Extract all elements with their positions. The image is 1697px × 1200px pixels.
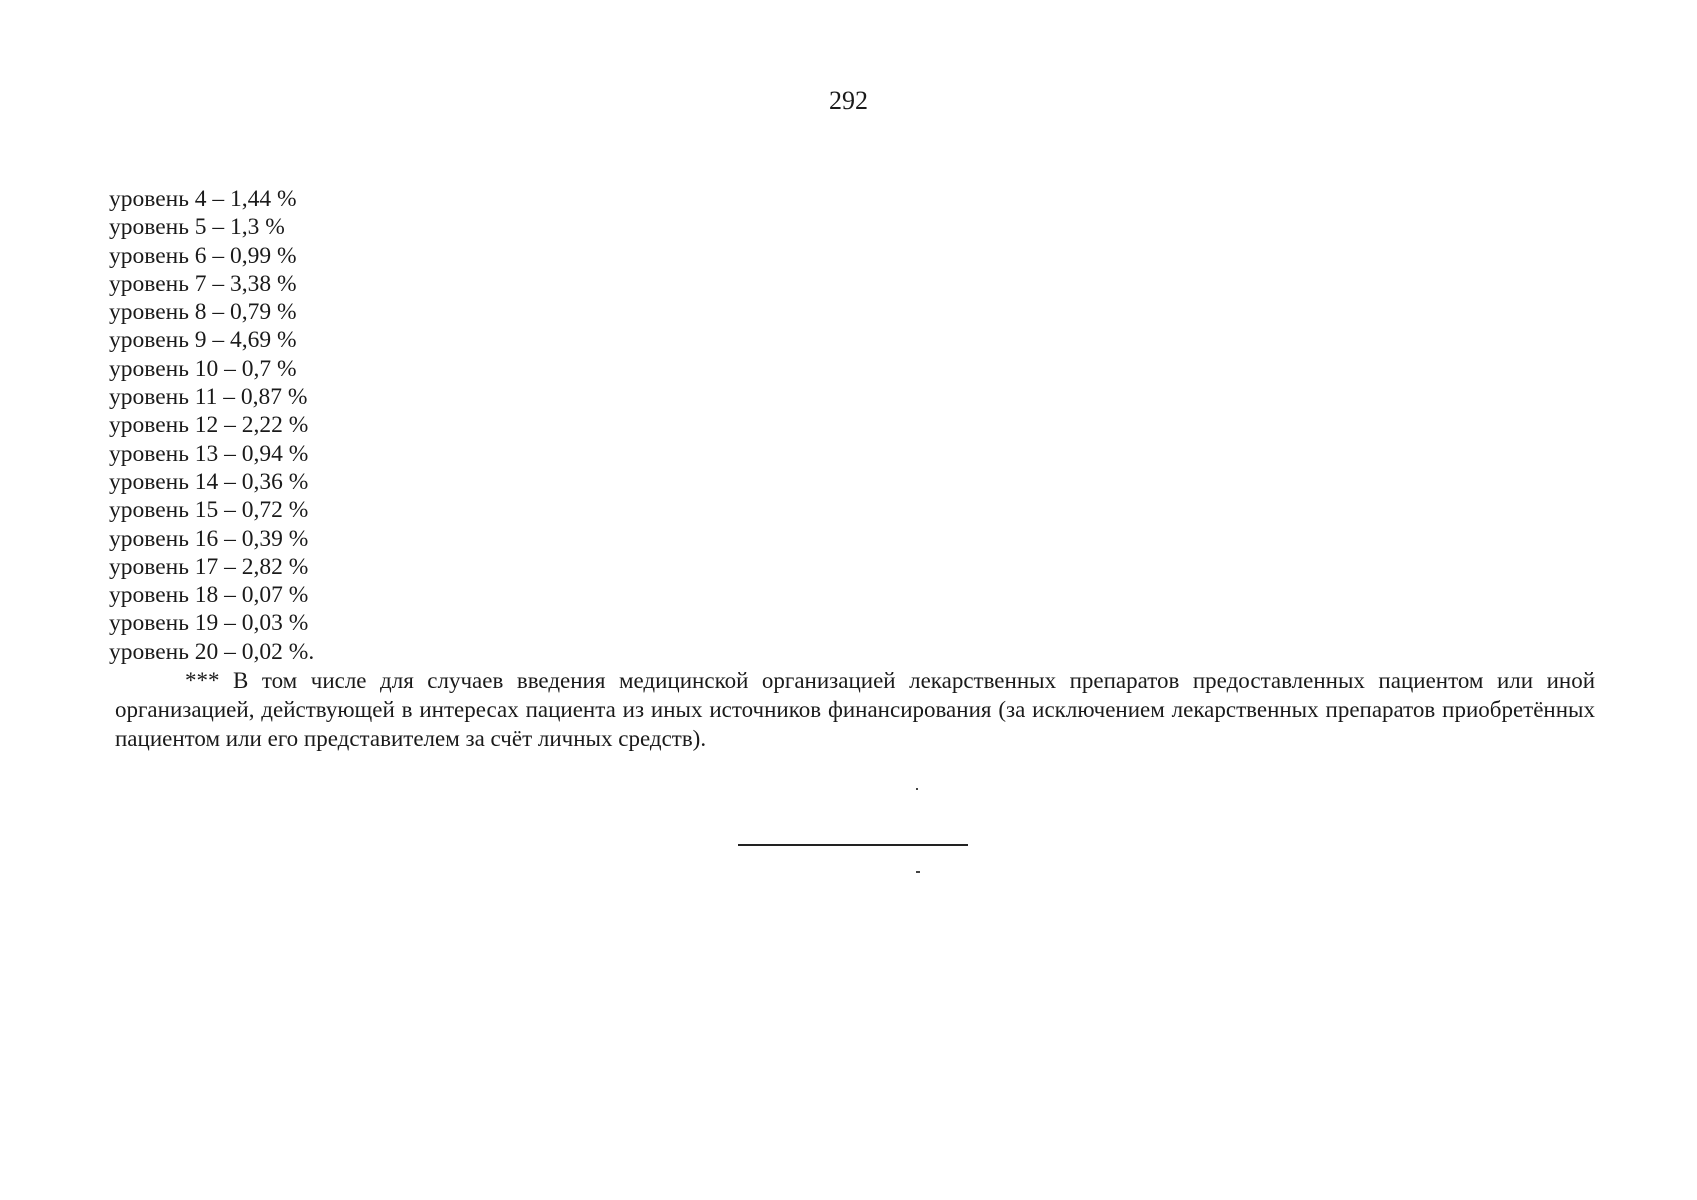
level-item: уровень 10 – 0,7 % bbox=[109, 355, 297, 382]
level-item: уровень 14 – 0,36 % bbox=[109, 468, 309, 495]
level-item: уровень 20 – 0,02 %. bbox=[109, 638, 315, 665]
scan-speck bbox=[916, 871, 920, 873]
level-item: уровень 17 – 2,82 % bbox=[109, 553, 309, 580]
level-item: уровень 19 – 0,03 % bbox=[109, 610, 309, 637]
level-item: уровень 6 – 0,99 % bbox=[109, 242, 297, 269]
level-item: уровень 4 – 1,44 % bbox=[109, 186, 297, 212]
footnote-text: *** В том числе для случаев введения медицинской организацией лекарственных препаратов предоставленных пациентом или иной организацией, действующей в интересах пациента из иных источников финансирования (за исключением лекарственных препаратов приобретённых пациентом или его представителем за счёт личных средств). bbox=[115, 668, 1595, 751]
level-item: уровень 8 – 0,79 % bbox=[109, 299, 297, 326]
level-item: уровень 7 – 3,38 % bbox=[109, 270, 297, 297]
levels-list bbox=[109, 185, 314, 666]
level-item: уровень 16 – 0,39 % bbox=[109, 525, 309, 552]
scan-speck bbox=[916, 788, 918, 790]
closing-separator-line bbox=[738, 844, 968, 846]
level-item: уровень 9 – 4,69 % bbox=[109, 327, 297, 354]
level-item: уровень 15 – 0,72 % bbox=[109, 497, 309, 524]
page-number: 292 bbox=[829, 86, 868, 115]
level-item: уровень 5 – 1,3 % bbox=[109, 214, 285, 241]
level-item: уровень 13 – 0,94 % bbox=[109, 440, 309, 467]
level-item: уровень 11 – 0,87 % bbox=[109, 384, 308, 411]
level-item: уровень 18 – 0,07 % bbox=[109, 582, 309, 609]
level-item: уровень 12 – 2,22 % bbox=[109, 412, 309, 439]
